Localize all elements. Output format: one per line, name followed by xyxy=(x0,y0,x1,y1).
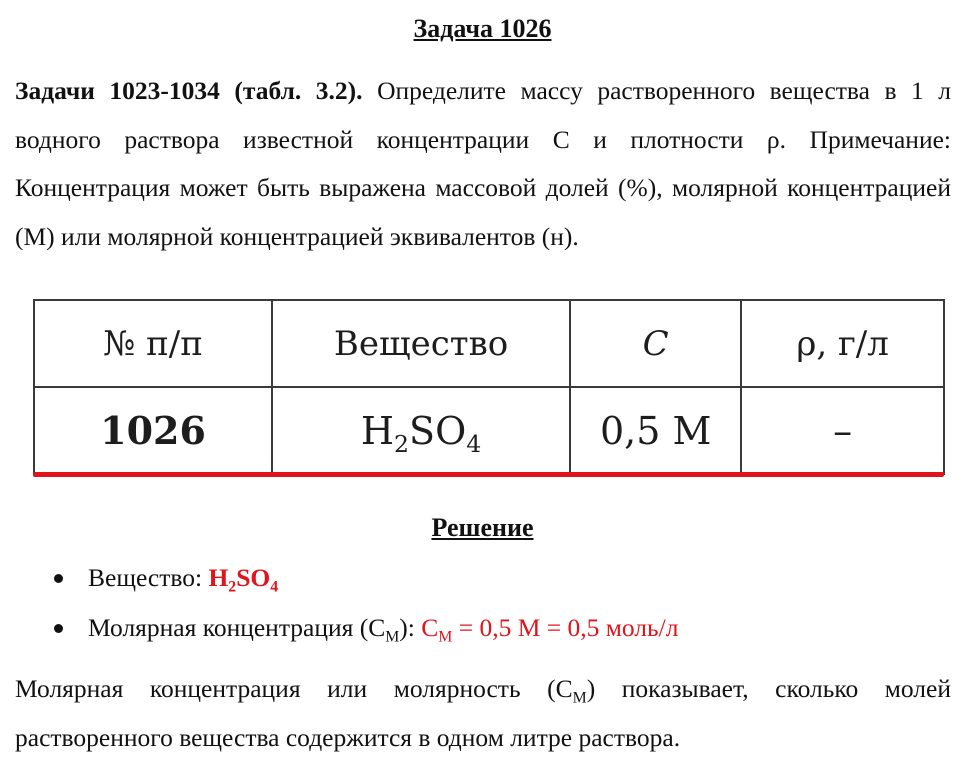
task-text: Определите массу растворенного вещества в 1 л водного раствора известной концентрации С и плотности ρ. Примечание: Концентрация может быть выражена массовой долей (%), молярной концентрацией (М) или молярной концентрацией эквивалентов (н). xyxy=(15,76,951,251)
bullet-value-formula: $H_2SO_4$ xyxy=(208,563,279,596)
solution-title: Решение xyxy=(431,513,534,542)
cell-num: 1026 xyxy=(34,387,272,474)
header-concentration: C xyxy=(570,300,741,387)
task-bold-prefix: Задачи 1023-1034 (табл. 3.2). xyxy=(15,76,363,105)
bullet-label: Вещество: xyxy=(88,563,209,592)
list-item xyxy=(0,553,960,603)
bullet-label: Молярная концентрация $(С_М)$: xyxy=(88,613,422,646)
bullet-value-concentration: $С_М = 0,5$ М = 0,5 моль/л xyxy=(421,613,679,646)
explanation-paragraph: Молярная концентрация или молярность $(С_М)$ показывает, сколько молей растворенного вещества содержится в одном литре раствора. xyxy=(15,674,951,752)
solution-bullets xyxy=(0,553,960,653)
cell-substance: $H_2SO_4$ xyxy=(272,387,570,474)
header-density: ρ, г/л xyxy=(741,300,944,387)
red-underline-divider xyxy=(33,472,944,477)
table-row xyxy=(34,387,944,474)
data-table-container xyxy=(33,299,948,479)
data-table xyxy=(33,299,945,475)
task-statement xyxy=(15,67,951,261)
list-item xyxy=(0,603,960,653)
cell-density: – xyxy=(741,387,944,474)
cell-concentration: 0,5 М xyxy=(570,387,741,474)
header-substance: Вещество xyxy=(272,300,570,387)
table-header-row xyxy=(34,300,944,387)
page-title: Задача 1026 xyxy=(413,14,552,43)
bullet-icon xyxy=(54,574,63,583)
header-num: № п/п xyxy=(34,300,272,387)
bullet-icon xyxy=(54,624,63,633)
